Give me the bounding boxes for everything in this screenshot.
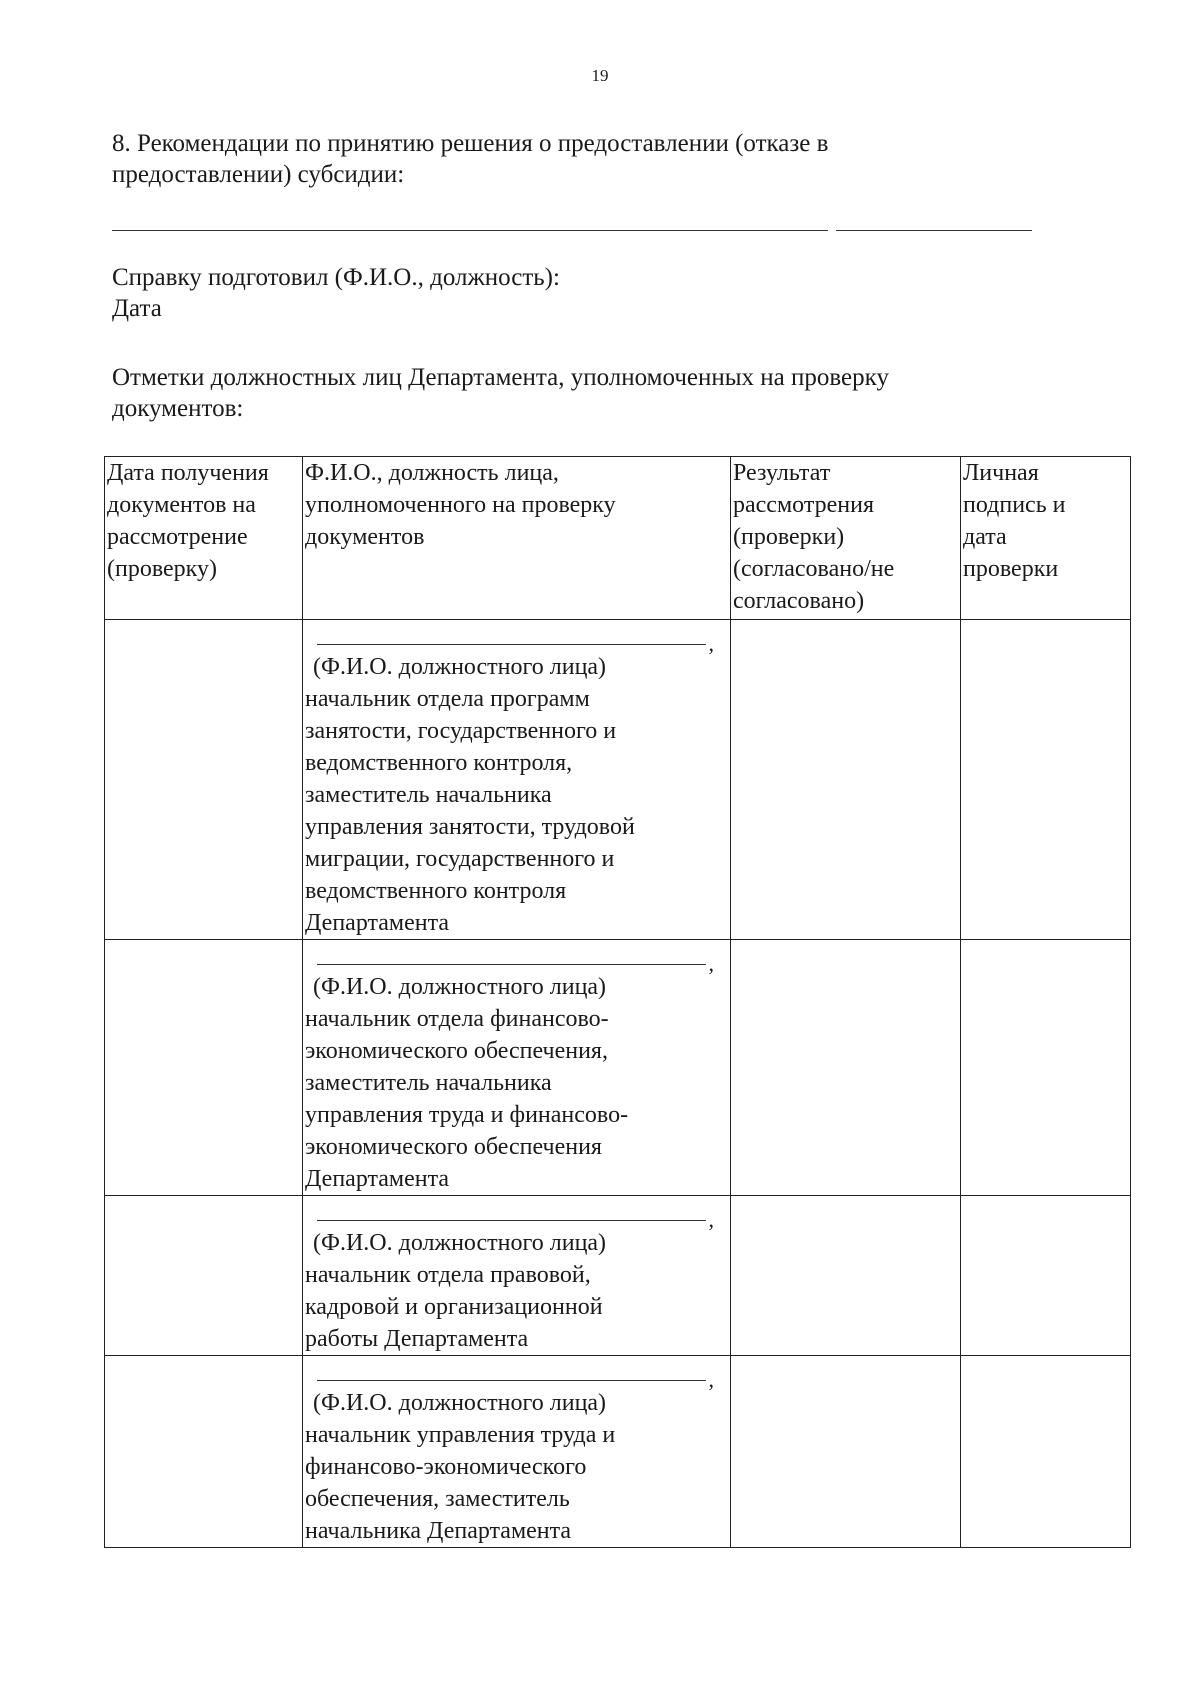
signature-blank-line xyxy=(317,1367,714,1392)
recommendation-blank-line-2 xyxy=(836,230,1032,231)
signature-date-cell xyxy=(961,1196,1131,1356)
comma-mark: , xyxy=(708,1367,714,1392)
prepared-by-label: Справку подготовил (Ф.И.О., должность): xyxy=(112,264,560,291)
page-number: 19 xyxy=(591,66,609,85)
position-line: экономического обеспечения xyxy=(305,1134,602,1160)
position-line: заместитель начальника xyxy=(305,1070,552,1096)
signature-date-cell xyxy=(961,940,1131,1196)
position-line: занятости, государственного и xyxy=(305,718,617,744)
position-line: начальник отдела финансово- xyxy=(305,1006,609,1032)
header-line: документов xyxy=(305,524,425,550)
header-date-received xyxy=(105,457,303,620)
fio-placeholder: (Ф.И.О. должностного лица) xyxy=(313,1390,607,1416)
date-received-cell xyxy=(105,620,303,940)
fio-placeholder: (Ф.И.О. должностного лица) xyxy=(313,654,607,680)
position-line: обеспечения, заместитель xyxy=(305,1486,570,1512)
review-result-cell xyxy=(731,620,961,940)
table-row xyxy=(105,1196,1131,1356)
position-line: ведомственного контроля, xyxy=(305,750,573,776)
section-8-recommendations xyxy=(112,128,1042,190)
signature-blank-line xyxy=(317,1207,714,1232)
header-official-name-position xyxy=(303,457,731,620)
prepared-by-block xyxy=(112,262,1042,324)
header-line: (согласовано/не xyxy=(733,556,895,582)
position-line: начальник управления труда и xyxy=(305,1422,616,1448)
recommendation-blank-line-1 xyxy=(112,230,828,231)
position-line: управления занятости, трудовой xyxy=(305,814,635,840)
header-line: проверки xyxy=(963,556,1059,582)
signature-date-cell xyxy=(961,620,1131,940)
position-line: кадровой и организационной xyxy=(305,1294,603,1320)
header-line: рассмотрение xyxy=(107,524,248,550)
header-line: рассмотрения xyxy=(733,492,874,518)
position-line: миграции, государственного и xyxy=(305,846,615,872)
table-row xyxy=(105,940,1131,1196)
header-line: Ф.И.О., должность лица, xyxy=(305,460,559,486)
header-line: уполномоченного на проверку xyxy=(305,492,616,518)
approval-marks-table xyxy=(104,456,1131,1548)
comma-mark: , xyxy=(708,631,714,656)
official-cell xyxy=(303,940,731,1196)
section-8-line-2: предоставлении) субсидии: xyxy=(112,161,405,188)
header-line: Дата получения xyxy=(107,460,269,486)
header-signature-date xyxy=(961,457,1131,620)
official-cell xyxy=(303,1196,731,1356)
date-received-cell xyxy=(105,1356,303,1548)
date-received-cell xyxy=(105,940,303,1196)
header-line: (проверку) xyxy=(107,556,217,582)
review-result-cell xyxy=(731,940,961,1196)
table-row xyxy=(105,620,1131,940)
header-review-result xyxy=(731,457,961,620)
signature-blank-line xyxy=(317,631,714,656)
position-line: Департамента xyxy=(305,910,450,936)
review-result-cell xyxy=(731,1356,961,1548)
header-line: подпись и xyxy=(963,492,1066,518)
position-line: Департамента xyxy=(305,1166,450,1192)
comma-mark: , xyxy=(708,951,714,976)
fio-placeholder: (Ф.И.О. должностного лица) xyxy=(313,1230,607,1256)
position-line: финансово-экономического xyxy=(305,1454,587,1480)
table-header-row xyxy=(105,457,1131,620)
marks-intro xyxy=(112,362,1042,424)
header-line: Результат xyxy=(733,460,831,486)
comma-mark: , xyxy=(708,1207,714,1232)
position-line: начальник отдела программ xyxy=(305,686,590,712)
position-line: управления труда и финансово- xyxy=(305,1102,629,1128)
official-cell xyxy=(303,620,731,940)
section-8-line-1: 8. Рекомендации по принятию решения о предоставлении (отказе в xyxy=(112,130,829,157)
header-line: Личная xyxy=(963,460,1039,486)
fio-placeholder: (Ф.И.О. должностного лица) xyxy=(313,974,607,1000)
marks-intro-line-2: документов: xyxy=(112,395,244,422)
official-cell xyxy=(303,1356,731,1548)
signature-blank-line xyxy=(317,951,714,976)
position-line: начальник отдела правовой, xyxy=(305,1262,591,1288)
position-line: ведомственного контроля xyxy=(305,878,567,904)
position-line: работы Департамента xyxy=(305,1326,529,1352)
position-line: экономического обеспечения, xyxy=(305,1038,608,1064)
position-line: начальника Департамента xyxy=(305,1518,572,1544)
date-received-cell xyxy=(105,1196,303,1356)
header-line: документов на xyxy=(107,492,256,518)
header-line: (проверки) xyxy=(733,524,845,550)
signature-date-cell xyxy=(961,1356,1131,1548)
header-line: дата xyxy=(963,524,1007,550)
table-row xyxy=(105,1356,1131,1548)
position-line: заместитель начальника xyxy=(305,782,552,808)
header-line: согласовано) xyxy=(733,588,865,614)
review-result-cell xyxy=(731,1196,961,1356)
marks-intro-line-1: Отметки должностных лиц Департамента, уполномоченных на проверку xyxy=(112,364,889,391)
date-label: Дата xyxy=(112,295,162,322)
